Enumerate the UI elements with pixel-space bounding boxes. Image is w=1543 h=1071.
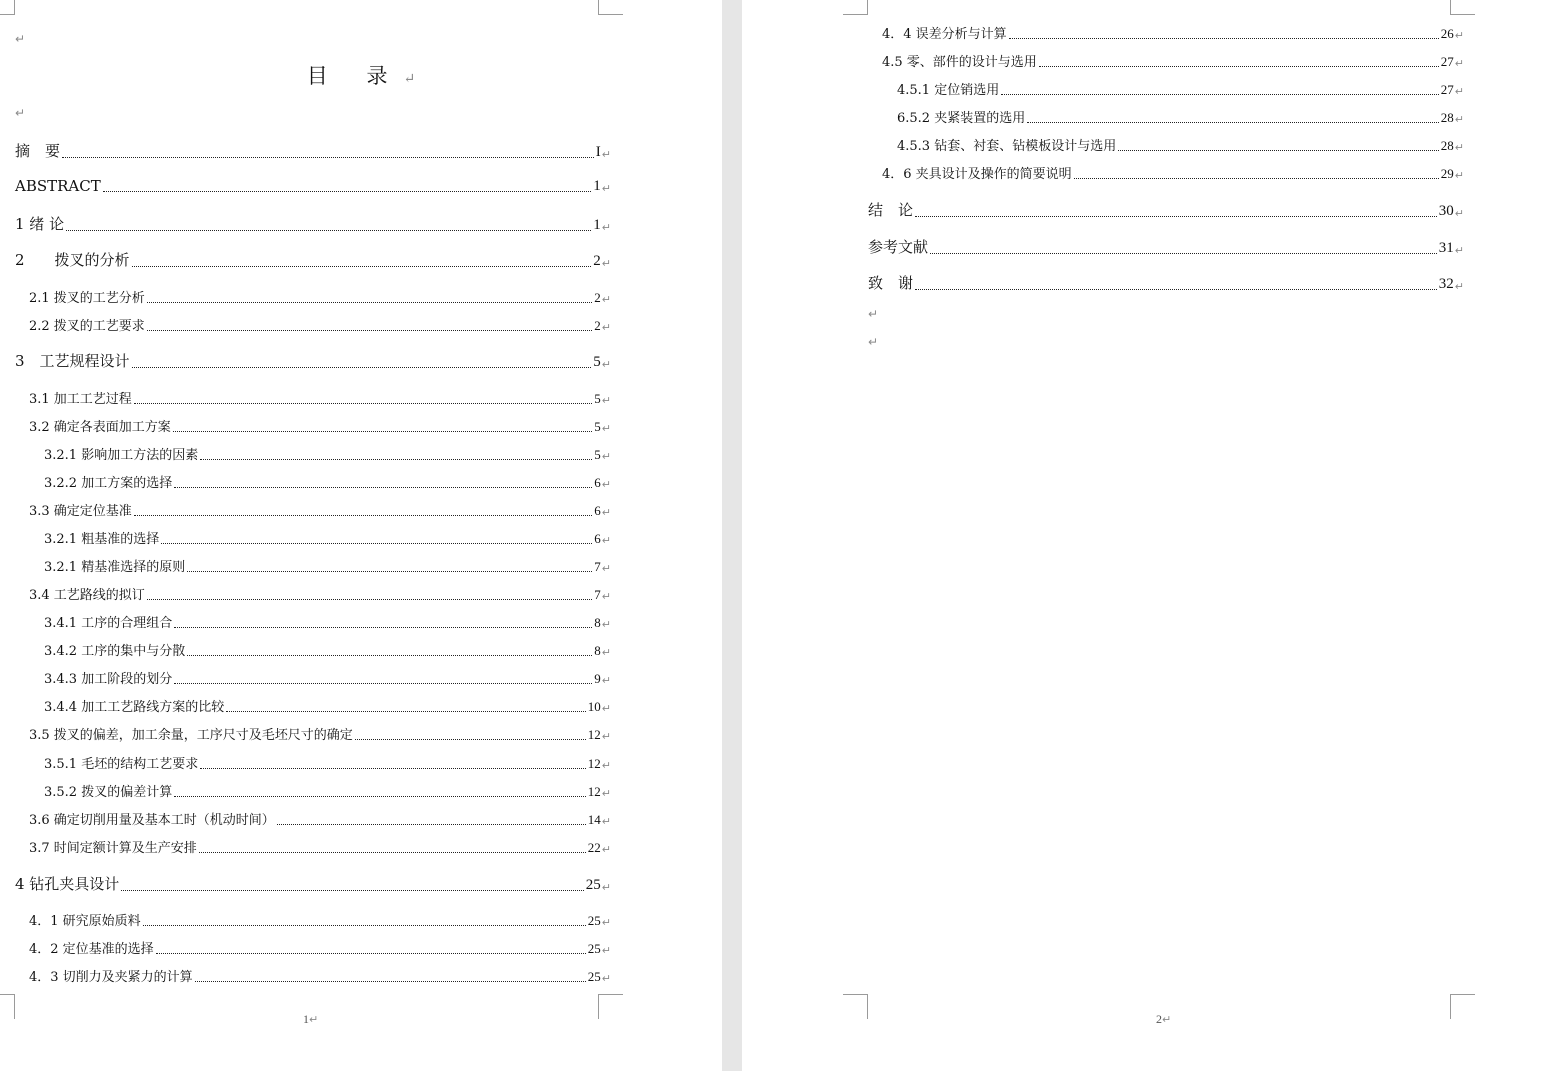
dot-leader — [915, 289, 1437, 290]
paragraph-mark: ↵ — [601, 674, 611, 687]
toc-entry-page: 2 — [594, 290, 601, 305]
toc-entry-label: 1 绪 论 — [15, 215, 65, 233]
dot-leader — [143, 925, 586, 926]
paragraph-mark: ↵ — [601, 815, 611, 828]
crop-mark — [843, 994, 868, 1019]
toc-entry[interactable] — [44, 781, 611, 800]
crop-mark — [1450, 994, 1475, 1019]
dot-leader — [147, 599, 592, 600]
paragraph-mark: ↵ — [1454, 169, 1464, 182]
paragraph-mark: ↵ — [601, 182, 611, 195]
toc-entry-page: 12 — [587, 784, 601, 799]
dot-leader — [195, 981, 586, 982]
dot-leader — [200, 768, 586, 769]
toc-entry[interactable] — [15, 350, 611, 371]
toc-entry-page: 26 — [1440, 26, 1454, 41]
toc-entry-page: 7 — [594, 587, 601, 602]
toc-entry-page: 12 — [587, 727, 601, 742]
toc-entry[interactable] — [897, 135, 1464, 154]
dot-leader — [121, 890, 583, 891]
toc-entry-label: 4．2 定位基准的选择 — [29, 942, 154, 957]
toc-entry-page: 30 — [1438, 203, 1454, 219]
paragraph-mark: ↵ — [601, 618, 611, 631]
toc-entry-page: 28 — [1440, 138, 1454, 153]
toc-entry-page: 31 — [1438, 240, 1454, 256]
paragraph-mark: ↵ — [601, 478, 611, 491]
toc-entry-label: 4．1 研究原始质料 — [29, 914, 141, 929]
toc-entry[interactable] — [882, 163, 1464, 182]
toc-entry-page: I — [595, 144, 601, 160]
toc-entry[interactable] — [44, 640, 611, 659]
paragraph-mark: ↵ — [15, 106, 26, 120]
dot-leader — [174, 627, 592, 628]
dot-leader — [199, 852, 586, 853]
toc-entry[interactable] — [29, 287, 611, 306]
dot-leader — [174, 487, 592, 488]
crop-mark — [598, 0, 623, 15]
dot-leader — [355, 739, 586, 740]
toc-entry-page: 2 — [593, 253, 601, 269]
toc-entry-label: 3.5.1 毛坯的结构工艺要求 — [44, 757, 199, 772]
toc-entry[interactable] — [44, 696, 611, 715]
toc-entry-page: 25 — [587, 969, 601, 984]
page-number: 2↵ — [1156, 1012, 1172, 1026]
toc-entry[interactable] — [29, 938, 611, 957]
toc-entry-page: 25 — [587, 913, 601, 928]
toc-title: 目 录↵ — [306, 64, 416, 88]
dot-leader — [134, 403, 592, 404]
toc-entry-page: 5 — [593, 354, 601, 370]
dot-leader — [930, 253, 1437, 254]
toc-entry-label: 致 谢 — [868, 274, 914, 292]
dot-leader — [1001, 94, 1439, 95]
toc-entry-label: 3.5 拨叉的偏差，加工余量，工序尺寸及毛坯尺寸的确定 — [29, 728, 353, 743]
toc-entry-page: 8 — [594, 615, 601, 630]
dot-leader — [200, 459, 592, 460]
toc-entry-label: 3.4.1 工序的合理组合 — [44, 616, 173, 631]
paragraph-mark: ↵ — [601, 221, 611, 234]
toc-entry[interactable] — [868, 272, 1464, 293]
dot-leader — [187, 655, 592, 656]
toc-entry-page: 7 — [594, 559, 601, 574]
paragraph-mark: ↵ — [1454, 244, 1464, 257]
paragraph-mark: ↵ — [601, 422, 611, 435]
toc-entry[interactable] — [15, 140, 611, 161]
toc-entry[interactable] — [44, 528, 611, 547]
paragraph-mark: ↵ — [1454, 141, 1464, 154]
toc-entry-label: ABSTRACT — [15, 177, 101, 195]
dot-leader — [1118, 150, 1439, 151]
dot-leader — [173, 431, 592, 432]
paragraph-mark: ↵ — [601, 759, 611, 772]
toc-entry-label: 4.5 零、部件的设计与选用 — [882, 55, 1037, 70]
toc-entry-page: 27 — [1440, 54, 1454, 69]
toc-entry[interactable] — [868, 199, 1464, 220]
toc-entry-page: 29 — [1440, 166, 1454, 181]
dot-leader — [103, 191, 592, 192]
paragraph-mark: ↵ — [601, 843, 611, 856]
toc-entry-page: 2 — [594, 318, 601, 333]
toc-entry[interactable] — [882, 23, 1464, 42]
dot-leader — [62, 157, 594, 158]
paragraph-mark: ↵ — [601, 506, 611, 519]
dot-leader — [66, 230, 591, 231]
paragraph-mark: ↵ — [601, 293, 611, 306]
toc-entry[interactable] — [29, 388, 611, 407]
paragraph-mark: ↵ — [601, 358, 611, 371]
toc-entry-page: 27 — [1440, 82, 1454, 97]
toc-entry[interactable] — [44, 612, 611, 631]
toc-entry-page: 12 — [587, 756, 601, 771]
document-page-1 — [0, 0, 722, 1071]
dot-leader — [147, 302, 592, 303]
paragraph-mark: ↵ — [601, 881, 611, 894]
paragraph-mark: ↵ — [601, 787, 611, 800]
crop-mark — [0, 0, 15, 15]
paragraph-mark: ↵ — [1454, 113, 1464, 126]
dot-leader — [132, 367, 592, 368]
toc-entry[interactable] — [15, 177, 611, 195]
toc-entry[interactable] — [29, 724, 611, 743]
crop-mark — [1450, 0, 1475, 15]
toc-entry-page: 9 — [594, 671, 601, 686]
paragraph-mark: ↵ — [601, 646, 611, 659]
toc-entry[interactable] — [29, 315, 611, 334]
toc-entry-label: 2.1 拨叉的工艺分析 — [29, 291, 145, 306]
toc-entry-page: 1 — [593, 217, 601, 233]
paragraph-mark: ↵ — [1454, 85, 1464, 98]
toc-entry-label: 3 工艺规程设计 — [15, 352, 130, 370]
toc-entry-page: 25 — [585, 877, 601, 893]
toc-entry-label: 3.2.1 粗基准的选择 — [44, 532, 160, 547]
toc-entry-label: 2 拨叉的分析 — [15, 251, 130, 269]
paragraph-mark: ↵ — [601, 730, 611, 743]
toc-entry[interactable] — [29, 966, 611, 985]
toc-entry-label: 3.5.2 拨叉的偏差计算 — [44, 785, 173, 800]
toc-entry-page: 32 — [1438, 276, 1454, 292]
document-page-2 — [742, 0, 1543, 1071]
crop-mark — [0, 994, 15, 1019]
toc-entry[interactable] — [44, 472, 611, 491]
paragraph-mark: ↵ — [868, 307, 879, 321]
toc-entry-label: 3.6 确定切削用量及基本工时（机动时间） — [29, 813, 275, 828]
toc-entry-page: 28 — [1440, 110, 1454, 125]
toc-entry[interactable] — [868, 236, 1464, 257]
toc-entry-page: 5 — [594, 391, 601, 406]
toc-entry-page: 10 — [587, 699, 601, 714]
dot-leader — [1074, 178, 1439, 179]
toc-entry[interactable] — [44, 668, 611, 687]
toc-entry[interactable] — [15, 249, 611, 270]
paragraph-mark: ↵ — [601, 916, 611, 929]
toc-entry-label: 4.5.1 定位销选用 — [897, 83, 1000, 98]
paragraph-mark: ↵ — [1454, 57, 1464, 70]
toc-entry[interactable] — [29, 910, 611, 929]
toc-entry-label: 3.4 工艺路线的拟订 — [29, 588, 145, 603]
toc-entry-label: 参考文献 — [868, 238, 929, 256]
toc-entry-label: 3.2.1 精基准选择的原则 — [44, 560, 186, 575]
paragraph-mark: ↵ — [601, 257, 611, 270]
toc-entry-label: 3.2 确定各表面加工方案 — [29, 420, 171, 435]
dot-leader — [156, 953, 586, 954]
toc-entry[interactable] — [29, 809, 611, 828]
toc-entry-label: 3.4.3 加工阶段的划分 — [44, 672, 173, 687]
toc-entry-label: 2.2 拨叉的工艺要求 — [29, 319, 145, 334]
paragraph-mark: ↵ — [868, 335, 879, 349]
toc-entry[interactable] — [44, 556, 611, 575]
dot-leader — [174, 683, 592, 684]
toc-entry-label: 4.5.3 钻套、衬套、钻模板设计与选用 — [897, 139, 1117, 154]
crop-mark — [598, 994, 623, 1019]
dot-leader — [1027, 122, 1439, 123]
toc-entry-label: 结 论 — [868, 201, 914, 219]
toc-entry[interactable] — [897, 107, 1464, 126]
toc-entry-page: 22 — [587, 840, 601, 855]
toc-entry-label: 4 钻孔夹具设计 — [15, 875, 120, 893]
dot-leader — [147, 330, 592, 331]
toc-entry-label: 4．4 误差分析与计算 — [882, 27, 1007, 42]
dot-leader — [226, 711, 586, 712]
paragraph-mark: ↵ — [601, 944, 611, 957]
paragraph-mark: ↵ — [601, 590, 611, 603]
toc-entry-page: 6 — [594, 503, 601, 518]
dot-leader — [174, 796, 586, 797]
page-number: 1↵ — [303, 1012, 319, 1026]
toc-entry-page: 5 — [594, 447, 601, 462]
paragraph-mark: ↵ — [1454, 207, 1464, 220]
toc-entry-label: 3.2.1 影响加工方法的因素 — [44, 448, 199, 463]
toc-entry-label: 3.4.2 工序的集中与分散 — [44, 644, 186, 659]
toc-entry[interactable] — [29, 584, 611, 603]
toc-entry[interactable] — [44, 444, 611, 463]
paragraph-mark: ↵ — [1454, 280, 1464, 293]
dot-leader — [1009, 38, 1439, 39]
dot-leader — [277, 824, 586, 825]
paragraph-mark: ↵ — [601, 972, 611, 985]
toc-entry-page: 14 — [587, 812, 601, 827]
paragraph-mark: ↵ — [601, 450, 611, 463]
toc-entry-label: 4．6 夹具设计及操作的简要说明 — [882, 167, 1072, 182]
dot-leader — [1039, 66, 1439, 67]
toc-entry-page: 5 — [594, 419, 601, 434]
paragraph-mark: ↵ — [601, 534, 611, 547]
toc-entry[interactable] — [29, 416, 611, 435]
toc-entry-label: 3.3 确定定位基准 — [29, 504, 132, 519]
toc-entry[interactable] — [15, 213, 611, 234]
toc-entry[interactable] — [882, 51, 1464, 70]
toc-entry-page: 1 — [593, 178, 601, 194]
dot-leader — [161, 543, 592, 544]
toc-entry-label: 3.1 加工工艺过程 — [29, 392, 132, 407]
toc-entry[interactable] — [15, 873, 611, 894]
crop-mark — [843, 0, 868, 15]
toc-entry-page: 8 — [594, 643, 601, 658]
paragraph-mark: ↵ — [601, 321, 611, 334]
toc-entry-page: 6 — [594, 475, 601, 490]
dot-leader — [132, 266, 592, 267]
dot-leader — [187, 571, 592, 572]
paragraph-mark: ↵ — [601, 394, 611, 407]
toc-entry[interactable] — [897, 79, 1464, 98]
paragraph-mark: ↵ — [601, 702, 611, 715]
paragraph-mark: ↵ — [1454, 29, 1464, 42]
toc-entry[interactable] — [29, 500, 611, 519]
toc-entry[interactable] — [29, 837, 611, 856]
toc-entry-label: 3.7 时间定额计算及生产安排 — [29, 841, 197, 856]
toc-entry-page: 25 — [587, 941, 601, 956]
toc-entry-page: 6 — [594, 531, 601, 546]
paragraph-mark: ↵ — [601, 148, 611, 161]
paragraph-mark: ↵ — [601, 562, 611, 575]
toc-entry[interactable] — [44, 753, 611, 772]
toc-entry-label: 6.5.2 夹紧装置的选用 — [897, 111, 1026, 126]
paragraph-mark: ↵ — [15, 32, 26, 46]
toc-entry-label: 3.2.2 加工方案的选择 — [44, 476, 173, 491]
toc-entry-label: 3.4.4 加工工艺路线方案的比较 — [44, 700, 225, 715]
dot-leader — [915, 216, 1437, 217]
dot-leader — [134, 515, 592, 516]
toc-entry-label: 4．3 切削力及夹紧力的计算 — [29, 970, 193, 985]
toc-entry-label: 摘 要 — [15, 142, 61, 160]
